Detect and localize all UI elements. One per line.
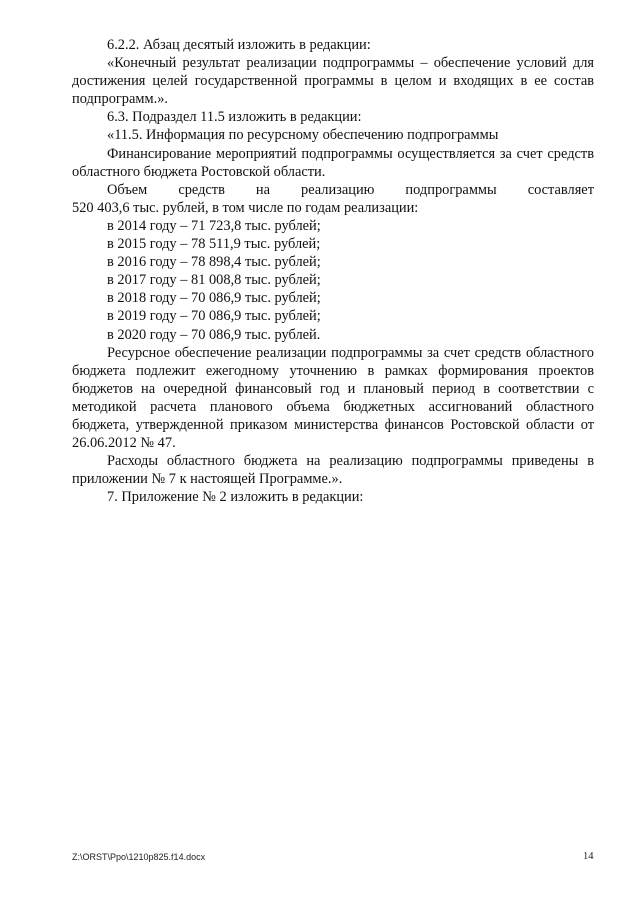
paragraph-volume-line1: Объем средств на реализацию подпрограммы составляет xyxy=(107,181,594,198)
yearly-funding-list xyxy=(72,217,594,344)
page-number: 14 xyxy=(583,851,594,862)
document-body xyxy=(72,36,594,506)
paragraph-6-3: 6.3. Подраздел 11.5 изложить в редакции: xyxy=(107,109,362,126)
paragraph-11-5-heading: «11.5. Информация по ресурсному обеспечению подпрограммы xyxy=(107,127,499,144)
paragraph-6-2-2: 6.2.2. Абзац десятый изложить в редакции: xyxy=(107,37,371,53)
year-item-2020: в 2020 году – 70 086,9 тыс. рублей. xyxy=(107,326,321,343)
paragraph-resource-support: Ресурсное обеспечение реализации подпрограммы за счет средств областного бюджета подлежит ежегодному уточнению в рамках формирования проектов бюджетов на очередной финансовый год и плановый период в соответствии с методикой расчета планового объема бюджетных ассигнований областного бюджета, утвержденной приказом министерства финансов Ростовской области от 26.06.2012 № 47. xyxy=(72,344,594,452)
year-item-2015: в 2015 году – 78 511,9 тыс. рублей; xyxy=(107,236,321,253)
year-item-2014: в 2014 году – 71 723,8 тыс. рублей; xyxy=(107,217,321,234)
paragraph-volume-line2: 520 403,6 тыс. рублей, в том числе по годам реализации: xyxy=(72,199,419,216)
paragraph-7-appendix: 7. Приложение № 2 изложить в редакции: xyxy=(107,489,364,506)
paragraph-expenses: Расходы областного бюджета на реализацию подпрограммы приведены в приложении № 7 к настоящей Программе.». xyxy=(72,453,594,488)
year-item-2017: в 2017 году – 81 008,8 тыс. рублей; xyxy=(107,272,321,289)
paragraph-final-result: «Конечный результат реализации подпрограммы – обеспечение условий для достижения целей государственной программы в целом и входящих в ее состав подпрограмм.». xyxy=(72,55,594,108)
footer-file-path: Z:\ORST\Ppo\1210p825.f14.docx xyxy=(72,852,206,862)
paragraph-financing: Финансирование мероприятий подпрограммы осуществляется за счет средств областного бюджета Ростовской области. xyxy=(72,145,594,180)
year-item-2018: в 2018 году – 70 086,9 тыс. рублей; xyxy=(107,290,321,307)
year-item-2016: в 2016 году – 78 898,4 тыс. рублей; xyxy=(107,254,321,271)
year-item-2019: в 2019 году – 70 086,9 тыс. рублей; xyxy=(107,308,321,325)
